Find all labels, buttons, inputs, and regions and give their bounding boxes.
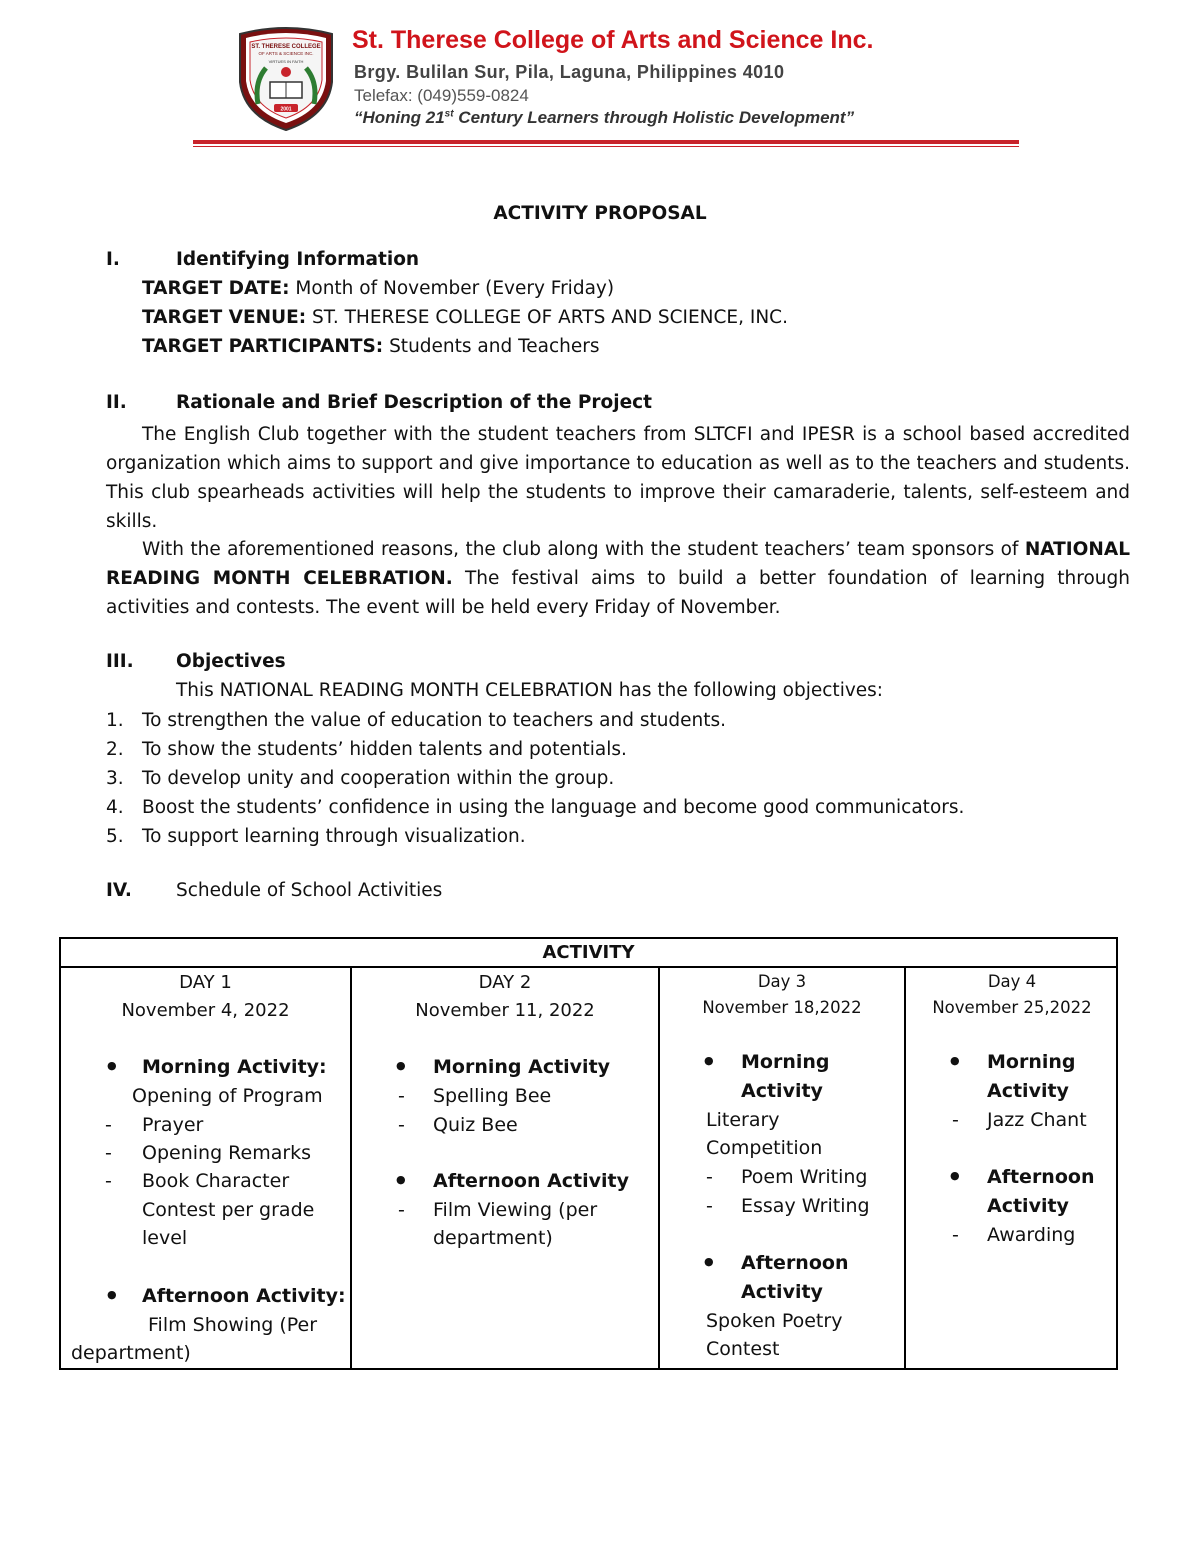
afternoon-heading: Afternoon <box>987 1166 1095 1188</box>
objective-text: To show the students’ hidden talents and potentials. <box>142 739 627 760</box>
header-divider <box>193 140 1019 144</box>
dash-icon: - <box>952 1109 959 1131</box>
bullet-icon: ● <box>704 1054 714 1067</box>
target-venue-value: ST. THERESE COLLEGE OF ARTS AND SCIENCE, INC. <box>306 307 788 328</box>
college-logo <box>236 24 336 132</box>
objective-text: To strengthen the value of education to teachers and students. <box>142 710 727 731</box>
afternoon-sub: Contest <box>706 1338 780 1360</box>
schedule-day-3 <box>658 968 904 1368</box>
morning-heading: Morning Activity: <box>142 1056 327 1078</box>
day-label: Day 3 <box>757 972 807 991</box>
objective-text: To develop unity and cooperation within the group. <box>142 768 615 789</box>
section-1-num: I. <box>106 249 120 270</box>
college-name: St. Therese College of Arts and Science Inc. <box>352 26 874 54</box>
morning-item: Opening Remarks <box>142 1142 312 1164</box>
morning-item: Book Character <box>142 1170 290 1192</box>
dash-icon: - <box>398 1085 405 1107</box>
objective-num: 5. <box>106 826 124 847</box>
motto-sup: st <box>444 108 454 120</box>
schedule-day-4 <box>904 968 1118 1368</box>
dash-icon: - <box>398 1114 405 1136</box>
dash-icon: - <box>706 1166 713 1188</box>
day-label: DAY 1 <box>179 972 232 993</box>
target-date-label: TARGET DATE: <box>142 278 290 299</box>
section-4-num: IV. <box>106 880 132 901</box>
bullet-icon: ● <box>704 1255 714 1268</box>
morning-item: Poem Writing <box>741 1166 868 1188</box>
dash-icon: - <box>706 1195 713 1217</box>
target-participants-value: Students and Teachers <box>383 336 600 357</box>
rationale-text-2b: NATIONAL READING MONTH CELEBRATION. <box>106 539 1130 589</box>
morning-sub: Competition <box>706 1137 823 1159</box>
objective-text: To support learning through visualization. <box>142 826 526 847</box>
morning-item: Quiz Bee <box>433 1114 518 1136</box>
objective-num: 3. <box>106 768 124 789</box>
bullet-icon: ● <box>107 1288 117 1301</box>
afternoon-heading-2: Activity <box>741 1281 823 1303</box>
target-date <box>142 278 614 299</box>
schedule-table <box>59 937 1118 1370</box>
target-participants-label: TARGET PARTICIPANTS: <box>142 336 384 357</box>
morning-item: Essay Writing <box>741 1195 870 1217</box>
day-date: November 18,2022 <box>702 998 862 1017</box>
morning-heading-2: Activity <box>987 1080 1069 1102</box>
morning-heading-2: Activity <box>741 1080 823 1102</box>
target-venue-label: TARGET VENUE: <box>142 307 307 328</box>
morning-item: level <box>142 1227 188 1249</box>
logo-text-top: ST. THERESE COLLEGE <box>251 44 321 50</box>
rationale-text-2a: With the aforementioned reasons, the club along with the student teachers’ team sponsors of <box>142 539 1025 560</box>
college-address: Brgy. Bulilan Sur, Pila, Laguna, Philippines 4010 <box>354 62 785 82</box>
morning-heading: Morning <box>741 1051 830 1073</box>
rationale-text-2c: The festival aims to build a better foundation of learning through activities and contests. The event will be held every Friday of November. <box>106 568 1130 618</box>
afternoon-sub: Film Showing (Per <box>148 1314 318 1336</box>
afternoon-item: Film Viewing (per <box>433 1199 598 1221</box>
section-4-title: Schedule of School Activities <box>176 880 443 901</box>
bullet-icon: ● <box>396 1173 406 1186</box>
schedule-header: ACTIVITY <box>61 939 1116 968</box>
motto-after: Century Learners through Holistic Development” <box>453 108 855 127</box>
day-label: DAY 2 <box>478 972 532 993</box>
target-participants <box>142 336 600 357</box>
objective-num: 1. <box>106 710 124 731</box>
header-divider-thin <box>193 146 1019 147</box>
dash-icon: - <box>105 1114 112 1136</box>
logo-text-sub: OF ARTS & SCIENCE INC. <box>258 51 314 56</box>
morning-sub: Opening of Program <box>132 1085 323 1107</box>
afternoon-item: department) <box>433 1227 553 1249</box>
afternoon-heading: Afternoon Activity: <box>142 1285 346 1307</box>
day-label: Day 4 <box>987 972 1037 991</box>
section-3-num: III. <box>106 651 134 672</box>
afternoon-item: Awarding <box>987 1224 1076 1246</box>
bullet-icon: ● <box>950 1169 960 1182</box>
dash-icon: - <box>105 1142 112 1164</box>
afternoon-heading: Afternoon Activity <box>433 1170 630 1192</box>
dash-icon: - <box>398 1199 405 1221</box>
bullet-icon: ● <box>396 1059 406 1072</box>
section-2-num: II. <box>106 392 127 413</box>
afternoon-sub: department) <box>71 1342 191 1364</box>
logo-text-motto: VIRTUES IN FAITH <box>268 59 304 64</box>
morning-item: Prayer <box>142 1114 204 1136</box>
rationale-text-1: The English Club together with the student teachers from SLTCFI and IPESR is a school based accredited organization which aims to support and give importance to education as well as to the teachers and students. This club spearheads activities will help the students to improve their camaraderie, talents, self-esteem and skills. <box>106 424 1130 532</box>
section-1-title: Identifying Information <box>176 249 420 270</box>
college-telefax: Telefax: (049)559-0824 <box>354 86 529 105</box>
rationale-paragraph-1 <box>106 420 1130 536</box>
objective-num: 2. <box>106 739 124 760</box>
bullet-icon: ● <box>107 1059 117 1072</box>
schedule-day-1 <box>61 968 350 1368</box>
afternoon-heading: Afternoon <box>741 1252 849 1274</box>
afternoon-sub: Spoken Poetry <box>706 1310 843 1332</box>
dash-icon: - <box>952 1224 959 1246</box>
morning-heading: Morning Activity <box>433 1056 611 1078</box>
document-title: ACTIVITY PROPOSAL <box>493 203 707 224</box>
section-3-title: Objectives <box>176 651 286 672</box>
morning-item: Jazz Chant <box>987 1109 1087 1131</box>
day-date: November 11, 2022 <box>415 1000 595 1021</box>
objectives-intro: This NATIONAL READING MONTH CELEBRATION has the following objectives: <box>176 680 884 701</box>
day-date: November 4, 2022 <box>121 1000 290 1021</box>
afternoon-heading-2: Activity <box>987 1195 1069 1217</box>
motto-before: “Honing 21 <box>354 108 445 127</box>
schedule-day-2 <box>350 968 658 1368</box>
bullet-icon: ● <box>950 1054 960 1067</box>
objective-num: 4. <box>106 797 124 818</box>
dash-icon: - <box>105 1170 112 1192</box>
morning-item: Spelling Bee <box>433 1085 552 1107</box>
rationale-paragraph-2 <box>106 535 1130 622</box>
logo-year: 2001 <box>280 106 292 113</box>
morning-sub: Literary <box>706 1109 780 1131</box>
morning-heading: Morning <box>987 1051 1076 1073</box>
college-motto <box>354 108 854 128</box>
target-venue <box>142 307 788 328</box>
target-date-value: Month of November (Every Friday) <box>289 278 615 299</box>
day-date: November 25,2022 <box>932 998 1092 1017</box>
objective-text: Boost the students’ confidence in using the language and become good communicators. <box>142 797 965 818</box>
section-2-title: Rationale and Brief Description of the Project <box>176 392 652 413</box>
morning-item: Contest per grade <box>142 1199 315 1221</box>
